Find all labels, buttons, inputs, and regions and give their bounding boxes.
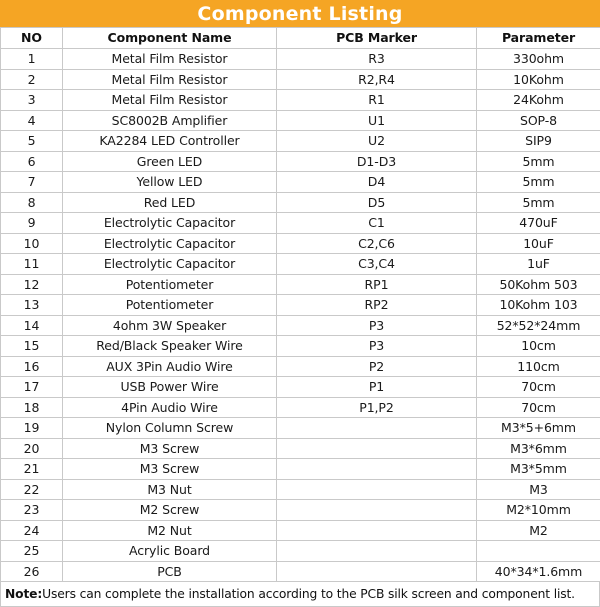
cell-pcb-marker: C1 [277, 213, 477, 234]
cell-pcb-marker [277, 459, 477, 480]
cell-parameter: M3*6mm [477, 438, 600, 459]
cell-component-name: Red LED [63, 192, 277, 213]
cell-pcb-marker: D1-D3 [277, 151, 477, 172]
cell-component-name: KA2284 LED Controller [63, 131, 277, 152]
cell-pcb-marker [277, 520, 477, 541]
column-header-pcb-marker: PCB Marker [277, 28, 477, 49]
cell-parameter: M2 [477, 520, 600, 541]
cell-pcb-marker: D4 [277, 172, 477, 193]
cell-no: 7 [1, 172, 63, 193]
installation-note [0, 582, 600, 607]
table-row [1, 274, 600, 295]
cell-pcb-marker [277, 438, 477, 459]
cell-no: 10 [1, 233, 63, 254]
cell-no: 17 [1, 377, 63, 398]
cell-pcb-marker: U1 [277, 110, 477, 131]
cell-component-name: Electrolytic Capacitor [63, 233, 277, 254]
cell-no: 23 [1, 500, 63, 521]
component-table [0, 27, 600, 582]
cell-parameter: 70cm [477, 397, 600, 418]
cell-parameter: 52*52*24mm [477, 315, 600, 336]
cell-component-name: M3 Screw [63, 459, 277, 480]
cell-parameter [477, 541, 600, 562]
cell-component-name: Acrylic Board [63, 541, 277, 562]
cell-pcb-marker [277, 479, 477, 500]
cell-parameter: M3 [477, 479, 600, 500]
table-row [1, 254, 600, 275]
cell-parameter: 10cm [477, 336, 600, 357]
table-row [1, 110, 600, 131]
cell-parameter: 40*34*1.6mm [477, 561, 600, 582]
cell-parameter: 24Kohm [477, 90, 600, 111]
cell-pcb-marker: RP1 [277, 274, 477, 295]
table-row [1, 315, 600, 336]
cell-parameter: 70cm [477, 377, 600, 398]
table-row [1, 397, 600, 418]
table-row [1, 69, 600, 90]
cell-no: 2 [1, 69, 63, 90]
cell-no: 26 [1, 561, 63, 582]
cell-pcb-marker: C3,C4 [277, 254, 477, 275]
cell-parameter: 110cm [477, 356, 600, 377]
table-row [1, 500, 600, 521]
cell-no: 3 [1, 90, 63, 111]
cell-component-name: Metal Film Resistor [63, 49, 277, 70]
cell-component-name: M3 Screw [63, 438, 277, 459]
table-row [1, 418, 600, 439]
cell-no: 18 [1, 397, 63, 418]
table-row [1, 541, 600, 562]
table-row [1, 131, 600, 152]
cell-no: 13 [1, 295, 63, 316]
cell-component-name: PCB [63, 561, 277, 582]
cell-component-name: USB Power Wire [63, 377, 277, 398]
cell-parameter: 10uF [477, 233, 600, 254]
cell-no: 9 [1, 213, 63, 234]
cell-pcb-marker: C2,C6 [277, 233, 477, 254]
cell-pcb-marker [277, 500, 477, 521]
cell-component-name: Metal Film Resistor [63, 90, 277, 111]
cell-parameter: 1uF [477, 254, 600, 275]
cell-component-name: Yellow LED [63, 172, 277, 193]
table-row [1, 192, 600, 213]
cell-pcb-marker: R3 [277, 49, 477, 70]
column-header-parameter: Parameter [477, 28, 600, 49]
cell-no: 22 [1, 479, 63, 500]
cell-no: 8 [1, 192, 63, 213]
cell-pcb-marker [277, 561, 477, 582]
table-row [1, 561, 600, 582]
cell-pcb-marker [277, 418, 477, 439]
cell-no: 4 [1, 110, 63, 131]
note-label: Note: [5, 587, 42, 601]
cell-parameter: SIP9 [477, 131, 600, 152]
table-row [1, 459, 600, 480]
cell-pcb-marker: P3 [277, 336, 477, 357]
cell-component-name: Electrolytic Capacitor [63, 213, 277, 234]
cell-parameter: 470uF [477, 213, 600, 234]
table-row [1, 295, 600, 316]
cell-pcb-marker: P2 [277, 356, 477, 377]
table-row [1, 151, 600, 172]
cell-component-name: Metal Film Resistor [63, 69, 277, 90]
cell-component-name: 4Pin Audio Wire [63, 397, 277, 418]
cell-parameter: 5mm [477, 151, 600, 172]
cell-no: 12 [1, 274, 63, 295]
cell-component-name: Green LED [63, 151, 277, 172]
cell-pcb-marker: R1 [277, 90, 477, 111]
note-text: Users can complete the installation according to the PCB silk screen and component list. [42, 587, 575, 601]
table-row [1, 233, 600, 254]
cell-component-name: 4ohm 3W Speaker [63, 315, 277, 336]
cell-parameter: 5mm [477, 172, 600, 193]
cell-pcb-marker: P3 [277, 315, 477, 336]
cell-component-name: SC8002B Amplifier [63, 110, 277, 131]
table-row [1, 479, 600, 500]
cell-pcb-marker: P1 [277, 377, 477, 398]
cell-parameter: 330ohm [477, 49, 600, 70]
cell-parameter: 5mm [477, 192, 600, 213]
table-header-row [1, 28, 600, 49]
cell-no: 5 [1, 131, 63, 152]
cell-component-name: M2 Nut [63, 520, 277, 541]
cell-no: 15 [1, 336, 63, 357]
cell-no: 6 [1, 151, 63, 172]
table-row [1, 172, 600, 193]
cell-component-name: Red/Black Speaker Wire [63, 336, 277, 357]
cell-no: 21 [1, 459, 63, 480]
cell-parameter: 10Kohm 103 [477, 295, 600, 316]
cell-no: 19 [1, 418, 63, 439]
cell-parameter: M3*5mm [477, 459, 600, 480]
table-row [1, 438, 600, 459]
page-title: Component Listing [0, 0, 600, 27]
cell-pcb-marker: D5 [277, 192, 477, 213]
cell-parameter: M2*10mm [477, 500, 600, 521]
table-row [1, 377, 600, 398]
cell-parameter: SOP-8 [477, 110, 600, 131]
cell-pcb-marker: RP2 [277, 295, 477, 316]
table-row [1, 90, 600, 111]
cell-no: 11 [1, 254, 63, 275]
cell-component-name: AUX 3Pin Audio Wire [63, 356, 277, 377]
cell-no: 20 [1, 438, 63, 459]
cell-parameter: M3*5+6mm [477, 418, 600, 439]
table-row [1, 336, 600, 357]
table-row [1, 49, 600, 70]
cell-pcb-marker: R2,R4 [277, 69, 477, 90]
cell-no: 1 [1, 49, 63, 70]
cell-component-name: Electrolytic Capacitor [63, 254, 277, 275]
cell-component-name: Nylon Column Screw [63, 418, 277, 439]
cell-no: 16 [1, 356, 63, 377]
column-header-no: NO [1, 28, 63, 49]
cell-parameter: 50Kohm 503 [477, 274, 600, 295]
cell-pcb-marker: P1,P2 [277, 397, 477, 418]
cell-no: 14 [1, 315, 63, 336]
cell-component-name: M3 Nut [63, 479, 277, 500]
cell-pcb-marker [277, 541, 477, 562]
table-row [1, 356, 600, 377]
cell-no: 24 [1, 520, 63, 541]
cell-no: 25 [1, 541, 63, 562]
table-row [1, 213, 600, 234]
cell-component-name: Potentiometer [63, 295, 277, 316]
cell-pcb-marker: U2 [277, 131, 477, 152]
cell-component-name: Potentiometer [63, 274, 277, 295]
column-header-component-name: Component Name [63, 28, 277, 49]
cell-parameter: 10Kohm [477, 69, 600, 90]
table-row [1, 520, 600, 541]
cell-component-name: M2 Screw [63, 500, 277, 521]
